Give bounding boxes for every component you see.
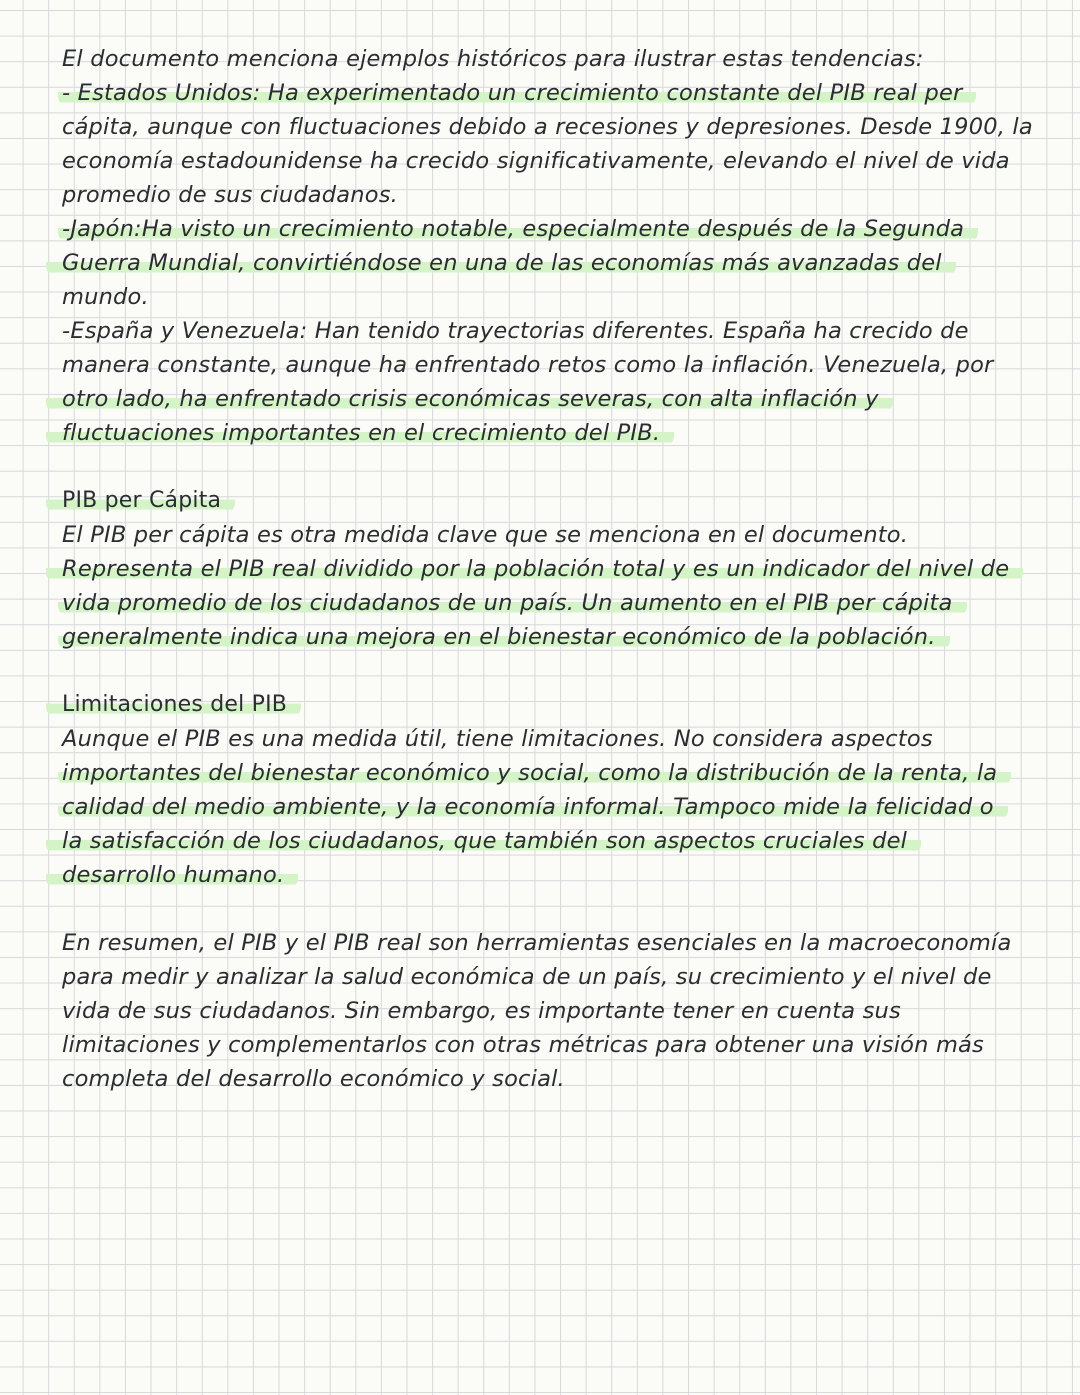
intro-section [62,42,1052,450]
intro-line [62,416,1052,450]
limitaciones-section [62,688,1052,892]
highlighted-text: Representa el PIB real dividido por la población total y es un indicador del nivel de [46,556,1023,582]
pib-per-capita-line [62,552,1052,586]
pib-per-capita-line [62,620,1052,654]
intro-line: manera constante, aunque ha enfrentado retos como la inflación. Venezuela, por [62,352,994,378]
intro-line-japon [62,212,1052,246]
paragraph-gap [62,450,1052,484]
pib-per-capita-line [62,586,1052,620]
pib-per-capita-line: El PIB per cápita es otra medida clave que se menciona en el documento. [62,522,909,548]
intro-line: mundo. [62,284,149,310]
intro-line [62,382,1052,416]
highlighted-text: otro lado, ha enfrentado crisis económicas severas, con alta inflación y [46,386,893,412]
note-page [62,42,1052,1096]
highlighted-text: desarrollo humano. [46,862,298,888]
resumen-line: En resumen, el PIB y el PIB real son herramientas esenciales en la macroeconomía [62,930,1012,956]
intro-line: economía estadounidense ha crecido significativamente, elevando el nivel de vida [62,148,1010,174]
intro-line: promedio de sus ciudadanos. [62,182,398,208]
paragraph-gap [62,892,1052,926]
highlighted-text: generalmente indica una mejora en el bienestar económico de la población. [58,624,950,650]
resumen-line: vida de sus ciudadanos. Sin embargo, es importante tener en cuenta sus [62,998,901,1024]
highlighted-text: la satisfacción de los ciudadanos, que también son aspectos cruciales del [46,828,921,854]
highlighted-heading: Limitaciones del PIB [46,692,301,717]
limitaciones-line [62,824,1052,858]
limitaciones-line [62,756,1052,790]
resumen-line: limitaciones y complementarlos con otras métricas para obtener una visión más [62,1032,984,1058]
resumen-section [62,926,1052,1096]
resumen-line: para medir y analizar la salud económica de un país, su crecimiento y el nivel de [62,964,992,990]
highlighted-text: - Estados Unidos: Ha experimentado un crecimiento constante del PIB real per [58,80,976,106]
intro-line-espana-venezuela: -España y Venezuela: Han tenido trayectorias diferentes. España ha crecido de [62,318,969,344]
intro-line [62,246,1052,280]
highlighted-text: vida promedio de los ciudadanos de un país. Un aumento en el PIB per cápita [58,590,967,616]
highlighted-text: calidad del medio ambiente, y la economía informal. Tampoco mide la felicidad o [58,794,1008,820]
highlighted-text: Guerra Mundial, convirtiéndose en una de las economías más avanzadas del [46,250,956,276]
limitaciones-line [62,858,1052,892]
section-heading-limitaciones [62,688,1052,722]
intro-line: cápita, aunque con fluctuaciones debido a recesiones y depresiones. Desde 1900, la [62,114,1033,140]
highlighted-heading: PIB per Cápita [46,488,235,513]
highlighted-text: importantes del bienestar económico y social, como la distribución de la renta, la [58,760,1011,786]
intro-line-estados-unidos [62,76,1052,110]
limitaciones-line [62,790,1052,824]
paragraph-gap [62,654,1052,688]
limitaciones-line: Aunque el PIB es una medida útil, tiene limitaciones. No considera aspectos [62,726,933,752]
highlighted-text: fluctuaciones importantes en el crecimiento del PIB. [46,420,674,446]
section-heading-pib-per-capita [62,484,1052,518]
resumen-line: completa del desarrollo económico y social. [62,1066,565,1092]
intro-line: El documento menciona ejemplos históricos para ilustrar estas tendencias: [62,46,924,72]
pib-per-capita-section [62,484,1052,654]
highlighted-text: -Japón:Ha visto un crecimiento notable, especialmente después de la Segunda [58,216,978,242]
